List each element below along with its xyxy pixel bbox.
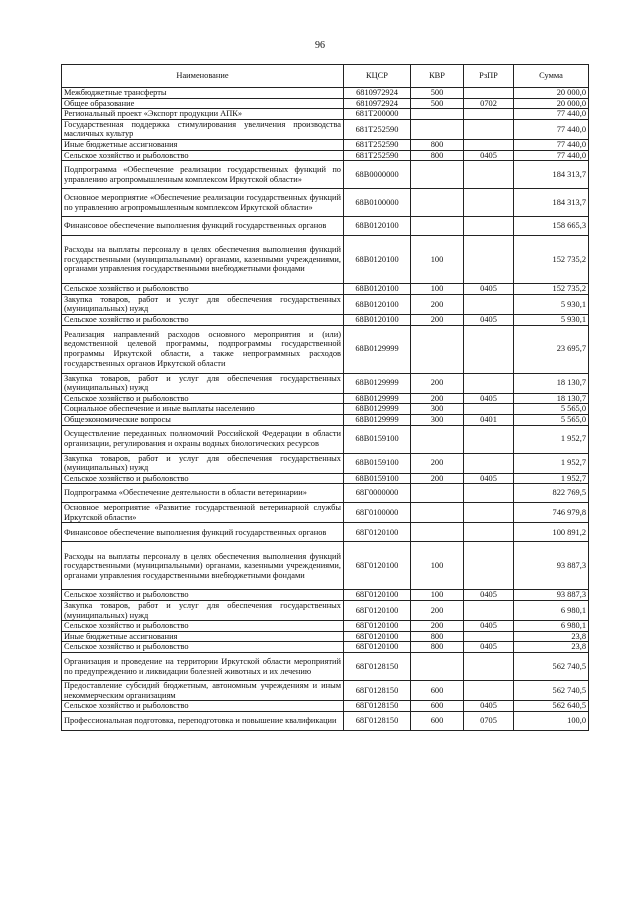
cell-sum: 562 640,5 <box>514 701 589 712</box>
cell-kvr: 200 <box>411 473 464 484</box>
cell-kcsr: 68Г0120100 <box>344 621 411 632</box>
cell-sum: 5 565,0 <box>514 414 589 425</box>
cell-name: Закупка товаров, работ и услуг для обеспечения государственных (муниципальных) нужд <box>62 373 344 393</box>
cell-kcsr: 68В0129999 <box>344 373 411 393</box>
cell-name: Общее образование <box>62 98 344 109</box>
cell-name: Сельское хозяйство и рыболовство <box>62 642 344 653</box>
cell-name: Предоставление субсидий бюджетным, автономным учреждениям и иным некоммерческим организациям <box>62 681 344 701</box>
cell-kcsr: 68В0159100 <box>344 453 411 473</box>
cell-rzpr <box>464 484 514 503</box>
cell-kcsr: 681T252590 <box>344 119 411 139</box>
cell-sum: 77 440,0 <box>514 150 589 161</box>
cell-name: Закупка товаров, работ и услуг для обеспечения государственных (муниципальных) нужд <box>62 601 344 621</box>
cell-kcsr: 68В0159100 <box>344 425 411 453</box>
table-row <box>62 98 589 109</box>
cell-name: Сельское хозяйство и рыболовство <box>62 284 344 295</box>
cell-kvr <box>411 161 464 189</box>
table-row <box>62 314 589 325</box>
cell-rzpr: 0405 <box>464 473 514 484</box>
cell-sum: 20 000,0 <box>514 88 589 99</box>
cell-name: Сельское хозяйство и рыболовство <box>62 393 344 404</box>
cell-name: Сельское хозяйство и рыболовство <box>62 473 344 484</box>
cell-rzpr: 0405 <box>464 590 514 601</box>
cell-kvr: 800 <box>411 150 464 161</box>
cell-kvr: 500 <box>411 98 464 109</box>
cell-kcsr: 68В0129999 <box>344 414 411 425</box>
cell-rzpr: 0405 <box>464 701 514 712</box>
cell-rzpr: 0702 <box>464 98 514 109</box>
cell-kvr <box>411 425 464 453</box>
cell-name: Расходы на выплаты персоналу в целях обеспечения выполнения функций государственными (муниципальными) органами, казенными учреждениями, органами управления государственными внебюджетными фондами <box>62 236 344 284</box>
cell-sum: 100,0 <box>514 711 589 730</box>
cell-kvr <box>411 523 464 542</box>
cell-sum: 152 735,2 <box>514 236 589 284</box>
table-row <box>62 681 589 701</box>
cell-name: Финансовое обеспечение выполнения функций государственных органов <box>62 523 344 542</box>
table-row <box>62 294 589 314</box>
cell-sum: 23,8 <box>514 631 589 642</box>
cell-rzpr <box>464 88 514 99</box>
cell-rzpr <box>464 139 514 150</box>
cell-kcsr: 68В0000000 <box>344 161 411 189</box>
cell-rzpr: 0405 <box>464 393 514 404</box>
cell-kvr: 200 <box>411 294 464 314</box>
table-header-row <box>62 65 589 88</box>
cell-name: Сельское хозяйство и рыболовство <box>62 150 344 161</box>
cell-name: Закупка товаров, работ и услуг для обеспечения государственных (муниципальных) нужд <box>62 294 344 314</box>
table-row <box>62 601 589 621</box>
cell-kcsr: 6810972924 <box>344 88 411 99</box>
cell-kvr: 100 <box>411 284 464 295</box>
header-name: Наименование <box>62 65 344 88</box>
cell-name: Профессиональная подготовка, переподготовка и повышение квалификации <box>62 711 344 730</box>
cell-rzpr <box>464 631 514 642</box>
cell-name: Сельское хозяйство и рыболовство <box>62 701 344 712</box>
table-row <box>62 325 589 373</box>
cell-sum: 6 980,1 <box>514 601 589 621</box>
cell-kvr <box>411 119 464 139</box>
cell-name: Организация и проведение на территории Иркутской области мероприятий по предупреждению и ликвидации болезней животных и их лечению <box>62 653 344 681</box>
cell-kcsr: 68В0100000 <box>344 189 411 217</box>
cell-kvr: 800 <box>411 139 464 150</box>
cell-rzpr <box>464 601 514 621</box>
cell-name: Реализация направлений расходов основного мероприятия и (или) ведомственной целевой программы, подпрограммы государственной программы Иркутской области, а также непрограммных расходов государственных органов Иркутской области <box>62 325 344 373</box>
table-row <box>62 631 589 642</box>
cell-sum: 20 000,0 <box>514 98 589 109</box>
cell-sum: 1 952,7 <box>514 425 589 453</box>
cell-name: Подпрограмма «Обеспечение деятельности в области ветеринарии» <box>62 484 344 503</box>
header-kcsr: КЦСР <box>344 65 411 88</box>
cell-rzpr <box>464 681 514 701</box>
table-row <box>62 88 589 99</box>
table-row <box>62 621 589 632</box>
cell-kvr: 800 <box>411 631 464 642</box>
cell-kcsr: 68В0120100 <box>344 294 411 314</box>
cell-rzpr <box>464 161 514 189</box>
table-row <box>62 542 589 590</box>
cell-rzpr: 0405 <box>464 621 514 632</box>
cell-kvr: 200 <box>411 314 464 325</box>
cell-rzpr <box>464 294 514 314</box>
cell-kvr: 200 <box>411 453 464 473</box>
cell-kvr <box>411 189 464 217</box>
cell-kvr <box>411 484 464 503</box>
cell-sum: 152 735,2 <box>514 284 589 295</box>
table-row <box>62 236 589 284</box>
header-rzpr: РзПР <box>464 65 514 88</box>
table-row <box>62 484 589 503</box>
budget-table <box>61 64 589 731</box>
cell-name: Сельское хозяйство и рыболовство <box>62 314 344 325</box>
cell-rzpr: 0405 <box>464 642 514 653</box>
table-row <box>62 503 589 523</box>
table-row <box>62 653 589 681</box>
cell-kcsr: 68В0129999 <box>344 404 411 415</box>
cell-kcsr: 68В0159100 <box>344 473 411 484</box>
cell-rzpr <box>464 404 514 415</box>
table-row <box>62 404 589 415</box>
cell-kvr <box>411 109 464 120</box>
table-row <box>62 284 589 295</box>
table-body <box>62 88 589 731</box>
cell-kcsr: 68Г0120100 <box>344 590 411 601</box>
table-row <box>62 523 589 542</box>
cell-kcsr: 68В0129999 <box>344 393 411 404</box>
table-row <box>62 453 589 473</box>
cell-name: Закупка товаров, работ и услуг для обеспечения государственных (муниципальных) нужд <box>62 453 344 473</box>
cell-rzpr <box>464 217 514 236</box>
cell-name: Социальное обеспечение и иные выплаты населению <box>62 404 344 415</box>
cell-kcsr: 68В0120100 <box>344 217 411 236</box>
cell-rzpr <box>464 236 514 284</box>
cell-kcsr: 68В0129999 <box>344 325 411 373</box>
cell-name: Государственная поддержка стимулирования увеличения производства масличных культур <box>62 119 344 139</box>
cell-sum: 23,8 <box>514 642 589 653</box>
cell-kcsr: 68Г0128150 <box>344 653 411 681</box>
cell-sum: 562 740,5 <box>514 653 589 681</box>
cell-rzpr <box>464 453 514 473</box>
cell-rzpr <box>464 503 514 523</box>
cell-name: Подпрограмма «Обеспечение реализации государственных функций по управлению агропромышленным комплексом Иркутской области» <box>62 161 344 189</box>
cell-kcsr: 68В0120100 <box>344 236 411 284</box>
table-row <box>62 590 589 601</box>
cell-name: Финансовое обеспечение выполнения функций государственных органов <box>62 217 344 236</box>
cell-sum: 184 313,7 <box>514 161 589 189</box>
cell-kcsr: 68Г0000000 <box>344 484 411 503</box>
cell-sum: 158 665,3 <box>514 217 589 236</box>
cell-kvr: 100 <box>411 236 464 284</box>
table-row <box>62 642 589 653</box>
cell-kcsr: 68Г0128150 <box>344 711 411 730</box>
table-row <box>62 189 589 217</box>
cell-name: Региональный проект «Экспорт продукции АПК» <box>62 109 344 120</box>
cell-kvr: 200 <box>411 601 464 621</box>
cell-sum: 18 130,7 <box>514 393 589 404</box>
cell-kcsr: 68Г0128150 <box>344 681 411 701</box>
cell-kvr: 100 <box>411 590 464 601</box>
cell-rzpr: 0405 <box>464 314 514 325</box>
cell-name: Основное мероприятие «Развитие государственной ветеринарной службы Иркутской области» <box>62 503 344 523</box>
cell-rzpr: 0401 <box>464 414 514 425</box>
cell-rzpr <box>464 325 514 373</box>
cell-rzpr: 0705 <box>464 711 514 730</box>
table-row <box>62 150 589 161</box>
table-row <box>62 425 589 453</box>
cell-kvr: 600 <box>411 681 464 701</box>
cell-sum: 93 887,3 <box>514 590 589 601</box>
cell-kcsr: 68Г0120100 <box>344 642 411 653</box>
table-row <box>62 217 589 236</box>
cell-sum: 5 930,1 <box>514 294 589 314</box>
page-number: 96 <box>315 40 325 51</box>
cell-kcsr: 68Г0120100 <box>344 601 411 621</box>
cell-sum: 746 979,8 <box>514 503 589 523</box>
cell-sum: 77 440,0 <box>514 109 589 120</box>
cell-sum: 93 887,3 <box>514 542 589 590</box>
cell-sum: 100 891,2 <box>514 523 589 542</box>
cell-name: Межбюджетные трансферты <box>62 88 344 99</box>
cell-rzpr: 0405 <box>464 150 514 161</box>
header-sum: Сумма <box>514 65 589 88</box>
cell-sum: 822 769,5 <box>514 484 589 503</box>
cell-sum: 6 980,1 <box>514 621 589 632</box>
cell-rzpr: 0405 <box>464 284 514 295</box>
cell-rzpr <box>464 119 514 139</box>
table-row <box>62 393 589 404</box>
header-kvr: КВР <box>411 65 464 88</box>
table-row <box>62 139 589 150</box>
cell-kvr <box>411 503 464 523</box>
cell-name: Сельское хозяйство и рыболовство <box>62 621 344 632</box>
cell-rzpr <box>464 523 514 542</box>
cell-kcsr: 68Г0128150 <box>344 701 411 712</box>
cell-kvr: 200 <box>411 621 464 632</box>
cell-sum: 77 440,0 <box>514 139 589 150</box>
cell-kcsr: 68Г0100000 <box>344 503 411 523</box>
table-row <box>62 473 589 484</box>
cell-kcsr: 68В0120100 <box>344 284 411 295</box>
cell-kvr: 300 <box>411 404 464 415</box>
cell-kvr <box>411 217 464 236</box>
cell-kvr: 300 <box>411 414 464 425</box>
cell-sum: 5 930,1 <box>514 314 589 325</box>
table-row <box>62 701 589 712</box>
cell-name: Осуществление переданных полномочий Российской Федерации в области организации, регулирования и охраны водных биологических ресурсов <box>62 425 344 453</box>
cell-kvr: 600 <box>411 711 464 730</box>
table-row <box>62 161 589 189</box>
cell-kcsr: 681T252590 <box>344 150 411 161</box>
cell-kcsr: 68Г0120100 <box>344 631 411 642</box>
cell-sum: 1 952,7 <box>514 453 589 473</box>
cell-sum: 5 565,0 <box>514 404 589 415</box>
cell-kcsr: 681T252590 <box>344 139 411 150</box>
cell-name: Расходы на выплаты персоналу в целях обеспечения выполнения функций государственными (муниципальными) органами, казенными учреждениями, органами управления государственными внебюджетными фондами <box>62 542 344 590</box>
cell-kcsr: 68В0120100 <box>344 314 411 325</box>
cell-kvr <box>411 325 464 373</box>
table-row <box>62 373 589 393</box>
cell-rzpr <box>464 109 514 120</box>
cell-rzpr <box>464 542 514 590</box>
cell-rzpr <box>464 425 514 453</box>
table-row <box>62 711 589 730</box>
cell-rzpr <box>464 189 514 217</box>
cell-kvr: 200 <box>411 393 464 404</box>
table-row <box>62 119 589 139</box>
cell-name: Иные бюджетные ассигнования <box>62 139 344 150</box>
cell-kcsr: 681T200000 <box>344 109 411 120</box>
cell-sum: 18 130,7 <box>514 373 589 393</box>
cell-kvr <box>411 653 464 681</box>
table-row <box>62 109 589 120</box>
cell-kvr: 200 <box>411 373 464 393</box>
cell-sum: 77 440,0 <box>514 119 589 139</box>
cell-sum: 23 695,7 <box>514 325 589 373</box>
cell-name: Сельское хозяйство и рыболовство <box>62 590 344 601</box>
cell-rzpr <box>464 373 514 393</box>
cell-kcsr: 68Г0120100 <box>344 542 411 590</box>
cell-name: Иные бюджетные ассигнования <box>62 631 344 642</box>
table-row <box>62 414 589 425</box>
cell-kvr: 500 <box>411 88 464 99</box>
cell-sum: 562 740,5 <box>514 681 589 701</box>
cell-kcsr: 68Г0120100 <box>344 523 411 542</box>
cell-sum: 1 952,7 <box>514 473 589 484</box>
cell-name: Общеэкономические вопросы <box>62 414 344 425</box>
cell-kcsr: 6810972924 <box>344 98 411 109</box>
cell-rzpr <box>464 653 514 681</box>
cell-kvr: 800 <box>411 642 464 653</box>
cell-name: Основное мероприятие «Обеспечение реализации государственных функций по управлению агропромышленным комплексом Иркутской области» <box>62 189 344 217</box>
cell-sum: 184 313,7 <box>514 189 589 217</box>
cell-kvr: 600 <box>411 701 464 712</box>
cell-kvr: 100 <box>411 542 464 590</box>
